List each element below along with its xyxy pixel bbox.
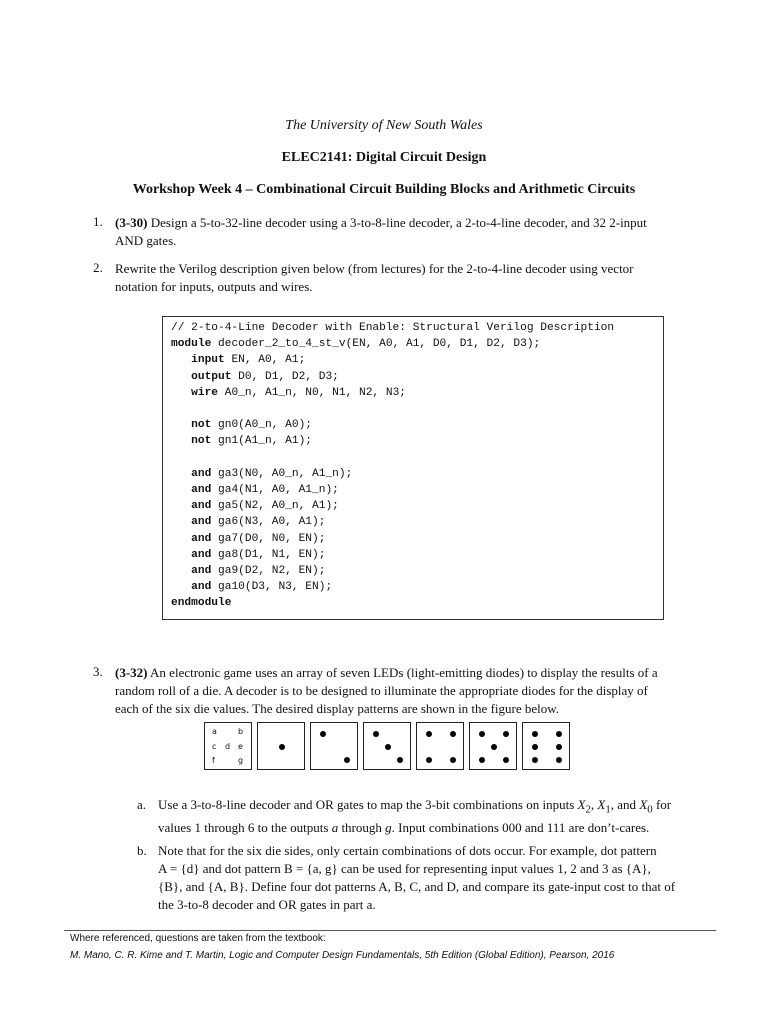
q3-text [115, 664, 725, 718]
die-face-3 [363, 722, 411, 770]
code-line: ga7(D0, N0, EN); [211, 532, 326, 545]
q1-line1: Design a 5-to-32-line decoder using a 3-to-8-line decoder, a 2-to-4-line decoder, and 32 2-input [150, 215, 647, 230]
code-keyword: output [191, 370, 232, 383]
q3a-text-part: for [652, 797, 672, 812]
die-dot-a [426, 731, 432, 737]
die-label-d: d [225, 742, 231, 751]
code-keyword: and [191, 548, 212, 561]
var-x0-sub: 0 [647, 803, 653, 816]
university-name: The University of New South Wales [285, 118, 483, 133]
die-label-b: b [238, 727, 244, 736]
die-dot-d [385, 744, 391, 750]
die-label-f: f [212, 756, 215, 765]
var-x0: X [639, 797, 648, 812]
die-face-4 [416, 722, 464, 770]
code-line: ga3(N0, A0_n, A1_n); [211, 467, 353, 480]
code-keyword: and [191, 516, 212, 529]
die-dot-f [426, 757, 432, 763]
code-keyword: input [191, 354, 225, 367]
die-face-2 [310, 722, 358, 770]
die-dot-g [503, 757, 509, 763]
code-line: gn0(A0_n, A0); [211, 419, 313, 432]
code-keyword: and [191, 532, 212, 545]
q3a-text [158, 796, 718, 837]
die-dot-b [503, 731, 509, 737]
code-keyword: not [191, 435, 212, 448]
q1-line2: AND gates. [115, 233, 177, 248]
course-title: ELEC2141: Digital Circuit Design [281, 150, 487, 165]
q3a-text-part: through [338, 819, 386, 835]
die-dot-d [279, 744, 285, 750]
q2-line2: notation for inputs, outputs and wires. [115, 279, 313, 294]
code-keyword: module [171, 338, 212, 351]
q1-number: 1. [93, 214, 103, 229]
code-line: ga10(D3, N3, EN); [211, 581, 333, 594]
q3a-text-part: , and [610, 797, 640, 812]
die-dot-g [556, 757, 562, 763]
die-dot-a [479, 731, 485, 737]
q3a-text-part: values 1 through 6 to the outputs [158, 819, 332, 835]
q3-line3: each of the six die values. The desired display patterns are shown in the figure below. [115, 701, 560, 716]
q1-ref: (3-30) [115, 215, 148, 230]
die-dot-g [397, 757, 403, 763]
code-keyword: endmodule [171, 597, 232, 610]
code-keyword: not [191, 419, 212, 432]
q3b-line3: {B}, and {A, B}. Define four dot patterns A, B, C, and D, and compare its gate-input cost to that of [158, 879, 676, 894]
die-dot-f [479, 757, 485, 763]
q3-ref: (3-32) [115, 665, 148, 680]
die-label-c: c [212, 742, 217, 751]
code-keyword: wire [191, 386, 219, 399]
code-keyword: and [191, 565, 212, 578]
q3a-label: a. [137, 797, 147, 812]
code-line: gn1(A1_n, A1); [211, 435, 313, 448]
die-dot-b [450, 731, 456, 737]
q3b-line1: Note that for the six die sides, only certain combinations of dots occur. For example, dot pattern [158, 843, 657, 858]
var-x2: X [577, 797, 586, 812]
code-keyword: and [191, 484, 212, 497]
die-face-1 [257, 722, 305, 770]
verilog-code-box [162, 316, 664, 620]
die-label-a: a [212, 727, 217, 736]
q3b-label: b. [137, 843, 147, 858]
var-g: g [385, 819, 392, 835]
die-dot-a [373, 731, 379, 737]
code-line: // 2-to-4-Line Decoder with Enable: Structural Verilog Description [171, 322, 615, 334]
verilog-code [171, 320, 614, 612]
die-face-5 [469, 722, 517, 770]
code-keyword: and [191, 581, 212, 594]
q3b-line4: the 3-to-8 decoder and OR gates in part a. [158, 897, 376, 912]
workshop-title: Workshop Week 4 – Combinational Circuit Building Blocks and Arithmetic Circuits [132, 182, 636, 197]
code-keyword: and [191, 467, 212, 480]
code-line: ga9(D2, N2, EN); [211, 565, 326, 578]
die-label-g: g [238, 756, 244, 765]
die-dot-b [556, 731, 562, 737]
q3-line2: random roll of a die. A decoder is to be designed to illuminate the appropriate diodes for the display of [115, 683, 648, 698]
die-label-key [204, 722, 252, 770]
q2-text [115, 260, 715, 296]
var-x1: X [597, 797, 606, 812]
q3b-text [158, 842, 718, 914]
q3a-text-part: . Input combinations 000 and 111 are don’t-cares. [391, 819, 650, 835]
code-line: A0_n, A1_n, N0, N1, N2, N3; [218, 386, 406, 399]
q3a-text-part: , [590, 797, 598, 812]
code-line: D0, D1, D2, D3; [231, 370, 339, 383]
footer-citation: M. Mano, C. R. Kime and T. Martin, Logic and Computer Design Fundamentals, 5th Edition (Global Edition), Pearson, 2016 [70, 950, 615, 961]
footer-reference-note: Where referenced, questions are taken from the textbook: [70, 933, 326, 944]
code-line: EN, A0, A1; [224, 354, 306, 367]
die-dot-d [491, 744, 497, 750]
die-dot-c [532, 744, 538, 750]
q2-line1: Rewrite the Verilog description given below (from lectures) for the 2-to-4-line decoder using vector [115, 261, 634, 276]
var-x2-sub: 2 [585, 803, 591, 816]
code-line: ga5(N2, A0_n, A1); [211, 500, 339, 513]
q3b-line2: A = {d} and dot pattern B = {a, g} can be used for representing input values 1, 2 and 3 as {A}, [158, 861, 651, 876]
var-x1-sub: 1 [605, 803, 611, 816]
die-dot-g [344, 757, 350, 763]
q2-number: 2. [93, 260, 103, 275]
code-line: ga4(N1, A0, A1_n); [211, 484, 339, 497]
die-dot-f [532, 757, 538, 763]
q3-line1: An electronic game uses an array of seven LEDs (light-emitting diodes) to display the results of a [150, 665, 658, 680]
code-line: ga6(N3, A0, A1); [211, 516, 326, 529]
die-label-e: e [238, 742, 243, 751]
q3-number: 3. [93, 664, 103, 679]
die-dot-e [556, 744, 562, 750]
die-face-6 [522, 722, 570, 770]
die-dot-g [450, 757, 456, 763]
code-keyword: and [191, 500, 212, 513]
code-line: decoder_2_to_4_st_v(EN, A0, A1, D0, D1, D2, D3); [211, 338, 541, 351]
footer-divider [64, 930, 716, 931]
q3a-text-part: Use a 3-to-8-line decoder and OR gates to map the 3-bit combinations on inputs [158, 797, 578, 812]
die-dot-a [320, 731, 326, 737]
var-a: a [331, 819, 339, 835]
die-dot-a [532, 731, 538, 737]
q1-text [115, 214, 715, 250]
code-line: ga8(D1, N1, EN); [211, 548, 326, 561]
